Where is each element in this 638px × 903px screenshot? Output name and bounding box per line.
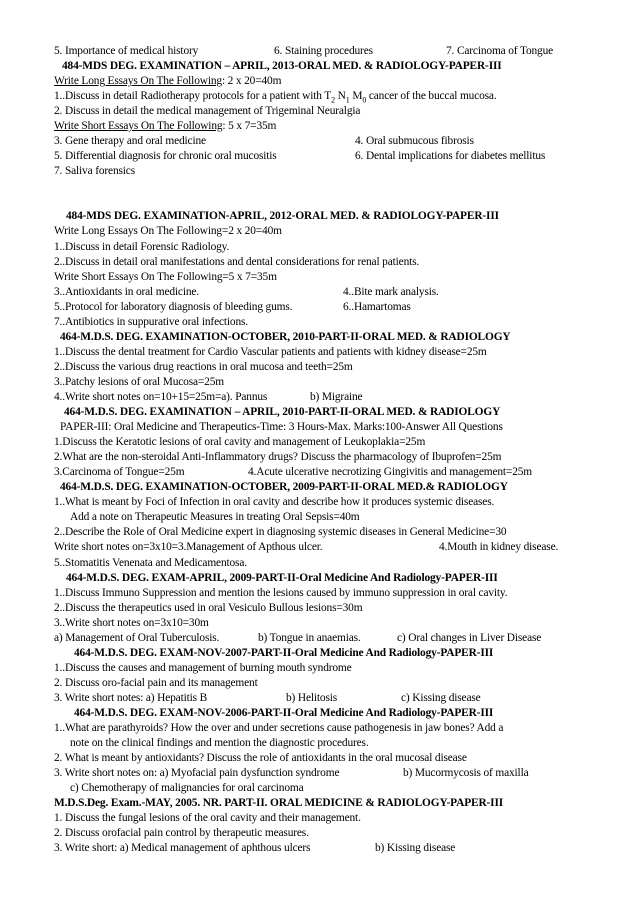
section-heading-oct-2009: 464-M.D.S. DEG. EXAMINATION-OCTOBER, 2009-PART-II-ORAL MED.& RADIOLOGY [60, 481, 508, 494]
question-4: 4. Oral submucous fibrosis [355, 135, 474, 148]
question-2: 2. Discuss orofacial pain control by therapeutic measures. [54, 827, 309, 840]
question-text: 1..Discuss in detail Radiotherapy protocols for a patient with T [54, 90, 332, 103]
long-essays-label: Write Long Essays On The Following [54, 75, 222, 88]
question-2: 2..Discuss in detail oral manifestations and dental considerations for renal patients. [54, 255, 420, 268]
note-a: 3. Write short notes on: a) Myofacial pain dysfunction syndrome [54, 767, 340, 780]
question-2: 2..Discuss the therapeutics used in oral Vesiculo Bullous lesions=30m [54, 601, 363, 614]
note-b: b) Kissing disease [375, 842, 456, 855]
questions-3-4 [54, 285, 584, 300]
long-essays-marks: : 2 x 20=40m [221, 75, 282, 88]
long-essays-instruction [54, 74, 584, 89]
question-7: 7. Saliva forensics [54, 165, 135, 178]
short-notes [54, 540, 584, 555]
short-essays-instruction: Write Short Essays On The Following=5 x 7=35m [54, 270, 277, 283]
top-row [54, 44, 584, 59]
question-1: 1.Discuss the Keratotic lesions of oral cavity and management of Leukoplakia=25m [54, 436, 426, 449]
question-6: 6..Hamartomas [343, 300, 411, 313]
question-1: 1..What is meant by Foci of Infection in oral cavity and describe how it produces systemic diseases. [54, 496, 495, 509]
question-3: 3..Antioxidants in oral medicine. [54, 285, 199, 298]
note-b: b) Mucormycosis of maxilla [403, 767, 529, 780]
question-text: cancer of the buccal mucosa. [366, 90, 497, 103]
question-1: 1..Discuss Immuno Suppression and mention the lesions caused by immuno suppression in oral cavity. [54, 586, 508, 599]
question-3: 3.Carcinoma of Tongue=25m [54, 466, 185, 479]
note-b: b) Tongue in anaemias. [258, 631, 361, 644]
exam-paper-document [54, 44, 584, 856]
question-3: 3. Gene therapy and oral medicine [54, 135, 206, 148]
short-essays-marks: : 5 x 7=35m [222, 120, 277, 133]
question-3: 3..Patchy lesions of oral Mucosa=25m [54, 375, 224, 388]
question-2: 2..Discuss the various drug reactions in oral mucosa and teeth=25m [54, 360, 353, 373]
section-heading-nov-2007: 464-M.D.S. DEG. EXAM-NOV-2007-PART-II-Oral Medicine And Radiology-PAPER-III [74, 646, 494, 659]
section-gap [54, 179, 584, 209]
item-7: 7. Carcinoma of Tongue [446, 45, 554, 57]
questions-3-4 [54, 134, 584, 149]
questions-5-6 [54, 300, 584, 315]
note-a: 3. Write short notes: a) Hepatitis B [54, 691, 208, 704]
note-c: c) Chemotherapy of malignancies for oral carcinoma [70, 782, 304, 795]
question-1: 1..Discuss the dental treatment for Cardio Vascular patients and patients with kidney disease=25m [54, 345, 487, 358]
note-c: c) Oral changes in Liver Disease [397, 631, 542, 644]
section-heading-nov-2006: 464-M.D.S. DEG. EXAM-NOV-2006-PART-II-Oral Medicine And Radiology-PAPER-III [74, 706, 494, 719]
question-4: 4..Bite mark analysis. [343, 285, 439, 298]
question-1 [54, 89, 584, 104]
question-1: 1. Discuss the fungal lesions of the oral cavity and their management. [54, 812, 361, 825]
question-1-cont: note on the clinical findings and mention the diagnostic procedures. [70, 737, 369, 750]
section-heading-apr-2009: 464-M.D.S. DEG. EXAM-APRIL, 2009-PART-II-Oral Medicine And Radiology-PAPER-III [66, 571, 498, 584]
note-c: c) Kissing disease [401, 691, 481, 704]
subscript-n: 1 [345, 95, 350, 105]
question-2: 2..Describe the Role of Oral Medicine expert in diagnosing systemic diseases in General Medicine=30 [54, 526, 507, 539]
question-1: 1..Discuss the causes and management of burning mouth syndrome [54, 661, 352, 674]
question-3: 3..Write short notes on=3x10=30m [54, 616, 209, 629]
question-3 [54, 691, 584, 706]
question-2: 2. Discuss oro-facial pain and its management [54, 676, 258, 689]
paper-info: PAPER-III: Oral Medicine and Therapeutics-Time: 3 Hours-Max. Marks:100-Answer All Questions [60, 421, 503, 434]
section-heading-2012: 484-MDS DEG. EXAMINATION-APRIL, 2012-ORAL MED. & RADIOLOGY-PAPER-III [66, 210, 499, 223]
section-heading-apr-2010: 464-M.D.S. DEG. EXAMINATION – APRIL, 2010-PART-II-ORAL MED. & RADIOLOGY [64, 406, 501, 419]
question-2: 2.What are the non-steroidal Anti-Inflammatory drugs? Discuss the pharmacology of Ibuprofen=25m [54, 451, 502, 464]
question-6: 6. Dental implications for diabetes mellitus [355, 150, 546, 163]
section-heading-may-2005: M.D.S.Deg. Exam.-MAY, 2005. NR. PART-II. ORAL MEDICINE & RADIOLOGY-PAPER-III [54, 797, 504, 810]
question-4a: 4..Write short notes on=10+15=25m=a). Pannus [54, 390, 268, 403]
short-essays-label: Write Short Essays On The Following [54, 120, 223, 133]
question-2: 2. Discuss in detail the medical management of Trigeminal Neuralgia [54, 105, 361, 118]
note-a: 3. Write short: a) Medical management of aphthous ulcers [54, 842, 311, 855]
question-1-cont: Add a note on Therapeutic Measures in treating Oral Sepsis=40m [70, 511, 360, 524]
question-1: 1..Discuss in detail Forensic Radiology. [54, 240, 230, 253]
question-3: Write short notes on=3x10=3.Management of Apthous ulcer. [54, 541, 323, 554]
question-5: 5..Stomatitis Venenata and Medicamentosa. [54, 556, 247, 569]
item-5: 5. Importance of medical history [54, 45, 199, 57]
question-7: 7..Antibiotics in suppurative oral infections. [54, 315, 248, 328]
question-text: N [334, 90, 346, 103]
subscript-m: 0 [362, 95, 367, 105]
questions-3-4 [54, 465, 584, 480]
question-5: 5..Protocol for laboratory diagnosis of bleeding gums. [54, 300, 293, 313]
subscript-t: 2 [331, 95, 335, 105]
question-5: 5. Differential diagnosis for chronic oral mucositis [54, 150, 277, 163]
section-heading-oct-2010: 464-M.D.S. DEG. EXAMINATION-OCTOBER, 2010-PART-II-ORAL MED. & RADIOLOGY [60, 330, 511, 343]
question-3 [54, 766, 584, 781]
short-notes [54, 631, 584, 646]
question-4b: b) Migraine [310, 390, 363, 403]
note-b: b) Helitosis [286, 691, 338, 704]
question-1: 1..What are parathyroids? How the over and under secretions cause pathogenesis in jaw bones? Add a [54, 722, 504, 735]
short-essays-instruction [54, 119, 584, 134]
questions-5-6 [54, 149, 584, 164]
question-4: 4.Mouth in kidney disease. [439, 541, 559, 554]
item-6: 6. Staining procedures [274, 45, 373, 57]
question-text: M [349, 90, 363, 103]
long-essays-instruction: Write Long Essays On The Following=2 x 20=40m [54, 225, 282, 238]
section-heading-2013: 484-MDS DEG. EXAMINATION – APRIL, 2013-ORAL MED. & RADIOLOGY-PAPER-III [62, 60, 502, 73]
note-a: a) Management of Oral Tuberculosis. [54, 631, 220, 644]
question-4: 4.Acute ulcerative necrotizing Gingivitis and management=25m [248, 466, 532, 479]
question-4 [54, 390, 584, 405]
question-3 [54, 841, 584, 856]
question-2: 2. What is meant by antioxidants? Discuss the role of antioxidants in the oral mucosal disease [54, 752, 467, 765]
